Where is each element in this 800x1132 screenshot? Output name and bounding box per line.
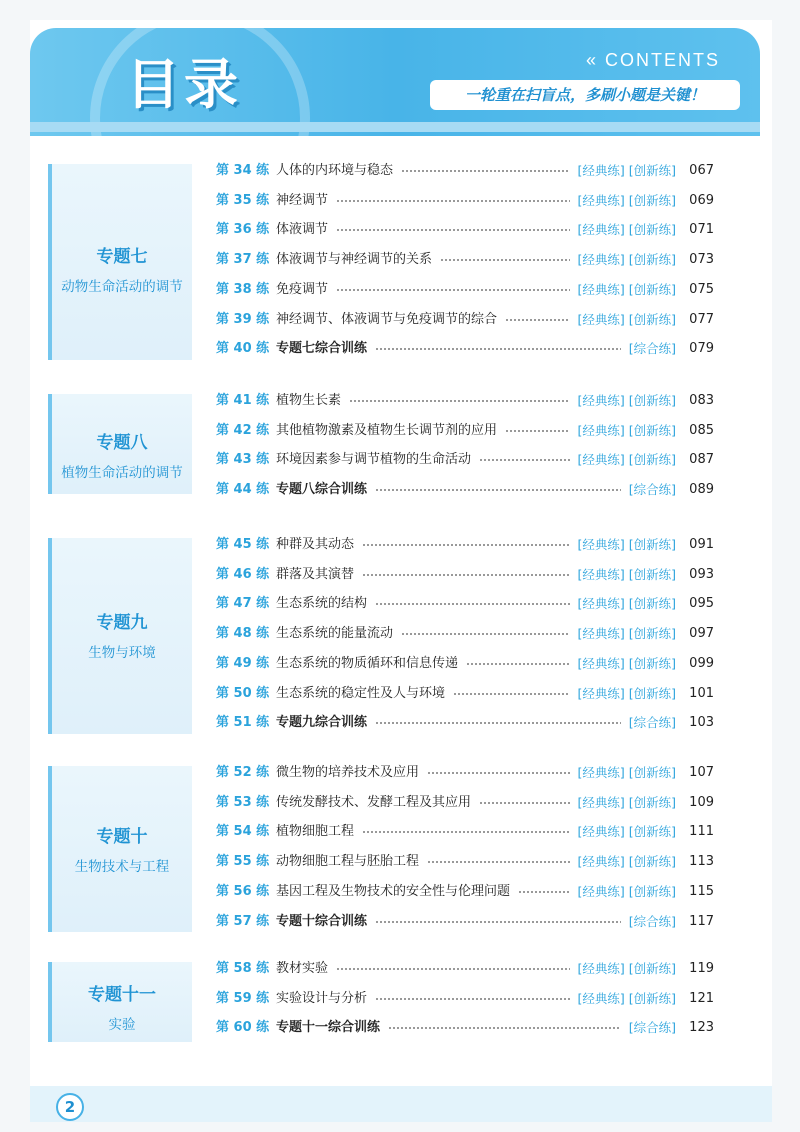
exercise-title: 环境因素参与调节植物的生命活动 [276,452,472,468]
dot-leader [479,459,570,461]
exercise-title: 生态系统的物质循环和信息传递 [276,655,459,671]
exercise-number: 第 54 练 [216,824,270,840]
toc-entry[interactable] [216,390,714,412]
toc-entry[interactable] [216,623,714,645]
exercise-number: 第 53 练 [216,794,270,810]
exercise-tags: [经典练] [创新练] [577,452,676,468]
exercise-number: 第 60 练 [216,1020,270,1036]
toc-entry[interactable] [216,160,714,182]
toc-entry[interactable] [216,911,714,933]
exercise-number: 第 34 练 [216,163,270,178]
exercise-tags: [经典练] [创新练] [577,566,676,582]
page-ref: 083 [689,393,714,408]
exercise-tags: [综合练] [628,913,676,929]
topic-subtitle: 植物生命活动的调节 [61,465,183,481]
topic-panel [48,164,192,360]
page-ref: 093 [689,566,714,582]
dot-leader [349,400,570,402]
toc-entry[interactable] [216,479,714,501]
exercise-number: 第 35 练 [216,192,270,208]
topic-title: 专题十 [96,827,148,847]
dot-leader [375,722,621,724]
toc-entry[interactable] [216,190,714,212]
toc-entry[interactable] [216,653,714,675]
exercise-number: 第 44 练 [216,482,270,498]
page-ref: 079 [689,341,714,357]
dot-leader [518,891,570,893]
topic-subtitle: 生物与环境 [88,645,156,661]
page-ref: 111 [689,824,714,840]
exercise-title: 免疫调节 [276,281,329,297]
exercise-tags: [经典练] [创新练] [577,854,676,870]
dot-leader [505,430,570,432]
exercise-tags: [经典练] [创新练] [577,163,676,178]
exercise-title: 植物细胞工程 [276,824,355,840]
page-ref: 087 [689,452,714,468]
toc-entry[interactable] [216,279,714,301]
toc-entry[interactable] [216,338,714,360]
exercise-title: 人体的内环境与稳态 [276,163,394,178]
exercise-tags: [经典练] [创新练] [577,311,676,327]
exercise-number: 第 55 练 [216,854,270,870]
exercise-title: 专题十一综合训练 [276,1020,381,1036]
exercise-tags: [经典练] [创新练] [577,393,676,408]
exercise-title: 专题八综合训练 [276,482,368,498]
topic-panel [48,962,192,1042]
exercise-number: 第 50 练 [216,685,270,701]
topic-subtitle: 生物技术与工程 [74,859,170,875]
exercise-title: 神经调节、体液调节与免疫调节的综合 [276,311,498,327]
toc-entry[interactable] [216,1017,714,1039]
page-ref: 089 [689,482,714,498]
footer-bar [30,1086,772,1122]
double-chevron-left-icon: « [585,50,598,70]
toc-entry[interactable] [216,564,714,586]
topic-subtitle: 实验 [108,1017,136,1033]
toc-entry[interactable] [216,420,714,442]
dot-leader [453,693,570,695]
toc-entry[interactable] [216,534,714,556]
exercise-number: 第 59 练 [216,990,270,1006]
topic-panel [48,394,192,494]
exercise-number: 第 37 练 [216,252,270,268]
exercise-number: 第 43 练 [216,452,270,468]
exercise-title: 传统发酵技术、发酵工程及其应用 [276,794,472,810]
toc-entry[interactable] [216,593,714,615]
page-ref: 119 [689,961,714,976]
exercise-number: 第 36 练 [216,222,270,238]
exercise-title: 专题七综合训练 [276,341,368,357]
exercise-title: 群落及其演替 [276,566,355,582]
toc-entry[interactable] [216,219,714,241]
toc-entry[interactable] [216,958,714,980]
exercise-title: 微生物的培养技术及应用 [276,765,420,780]
exercise-number: 第 46 练 [216,566,270,582]
exercise-tags: [综合练] [628,1020,676,1036]
topic-title: 专题十一 [88,985,156,1005]
exercise-number: 第 38 练 [216,281,270,297]
exercise-number: 第 41 练 [216,393,270,408]
topic-panel [48,538,192,734]
dot-leader [375,921,621,923]
dot-leader [336,968,570,970]
dot-leader [375,998,570,1000]
exercise-title: 体液调节与神经调节的关系 [276,252,433,268]
exercise-tags: [经典练] [创新练] [577,765,676,780]
exercise-tags: [经典练] [创新练] [577,281,676,297]
exercise-title: 其他植物激素及植物生长调节剂的应用 [276,422,498,438]
exercise-tags: [经典练] [创新练] [577,685,676,701]
toc-entry[interactable] [216,851,714,873]
dot-leader [427,861,570,863]
topic-panel [48,766,192,932]
page-ref: 113 [689,854,714,870]
page-ref: 115 [689,883,714,899]
dot-leader [375,489,621,491]
dot-leader [440,259,570,261]
page-ref: 121 [689,990,714,1006]
contents-label [586,50,720,71]
exercise-title: 神经调节 [276,192,329,208]
exercise-number: 第 39 练 [216,311,270,327]
exercise-tags: [经典练] [创新练] [577,824,676,840]
topic-title: 专题九 [96,613,148,633]
exercise-number: 第 51 练 [216,715,270,731]
page-ref: 097 [689,626,714,642]
page-ref: 099 [689,655,714,671]
page-ref: 107 [689,765,714,780]
page-ref: 075 [689,281,714,297]
exercise-title: 动物细胞工程与胚胎工程 [276,854,420,870]
page-number: 2 [56,1093,84,1121]
exercise-number: 第 48 练 [216,626,270,642]
dot-leader [466,663,570,665]
exercise-tags: [综合练] [628,715,676,731]
exercise-tags: [经典练] [创新练] [577,961,676,976]
toc-entry[interactable] [216,249,714,271]
page-ref: 103 [689,715,714,731]
page-ref: 091 [689,537,714,552]
exercise-number: 第 40 练 [216,341,270,357]
exercise-number: 第 42 练 [216,422,270,438]
toc-entry[interactable] [216,712,714,734]
dot-leader [505,319,570,321]
exercise-tags: [经典练] [创新练] [577,596,676,612]
dot-leader [336,289,570,291]
page-ref: 101 [689,685,714,701]
exercise-tags: [经典练] [创新练] [577,422,676,438]
page-ref: 095 [689,596,714,612]
dot-leader [336,200,570,202]
exercise-title: 生态系统的结构 [276,596,368,612]
exercise-title: 体液调节 [276,222,329,238]
page-ref: 117 [689,913,714,929]
dot-leader [375,348,621,350]
page-ref: 071 [689,222,714,238]
topic-title: 专题八 [96,433,148,453]
dot-leader [427,772,570,774]
exercise-tags: [经典练] [创新练] [577,252,676,268]
toc-entry[interactable] [216,762,714,784]
topic-subtitle: 动物生命活动的调节 [61,279,183,295]
page-ref: 077 [689,311,714,327]
contents-text: CONTENTS [605,50,720,70]
dot-leader [362,574,570,576]
dot-leader [401,170,570,172]
page-title: 目录 [126,53,242,116]
exercise-tags: [经典练] [创新练] [577,990,676,1006]
exercise-tags: [经典练] [创新练] [577,883,676,899]
page-ref: 123 [689,1020,714,1036]
exercise-tags: [经典练] [创新练] [577,655,676,671]
exercise-number: 第 57 练 [216,913,270,929]
exercise-number: 第 47 练 [216,596,270,612]
topic-title: 专题七 [96,247,148,267]
exercise-number: 第 52 练 [216,765,270,780]
dot-leader [479,802,570,804]
exercise-number: 第 56 练 [216,883,270,899]
toc-entry[interactable] [216,821,714,843]
page-ref: 085 [689,422,714,438]
exercise-title: 专题十综合训练 [276,913,368,929]
toc-entry[interactable] [216,449,714,471]
exercise-title: 教材实验 [276,961,329,976]
exercise-number: 第 45 练 [216,537,270,552]
exercise-title: 实验设计与分析 [276,990,368,1006]
header-underline [30,122,760,132]
exercise-tags: [经典练] [创新练] [577,192,676,208]
page-ref: 073 [689,252,714,268]
exercise-title: 生态系统的稳定性及人与环境 [276,685,446,701]
exercise-title: 生态系统的能量流动 [276,626,394,642]
contents-header [30,28,760,136]
page-ref: 109 [689,794,714,810]
dot-leader [388,1027,621,1029]
exercise-tags: [经典练] [创新练] [577,794,676,810]
exercise-title: 基因工程及生物技术的安全性与伦理问题 [276,883,511,899]
slogan-banner: 一轮重在扫盲点，多刷小题是关键！ [430,80,740,110]
exercise-number: 第 58 练 [216,961,270,976]
toc-entry[interactable] [216,881,714,903]
dot-leader [362,831,570,833]
toc-entry[interactable] [216,309,714,331]
toc-entry[interactable] [216,683,714,705]
exercise-tags: [经典练] [创新练] [577,222,676,238]
page-ref: 069 [689,192,714,208]
toc-entry[interactable] [216,792,714,814]
exercise-number: 第 49 练 [216,655,270,671]
toc-entry[interactable] [216,988,714,1010]
exercise-tags: [经典练] [创新练] [577,626,676,642]
exercise-title: 种群及其动态 [276,537,355,552]
exercise-title: 植物生长素 [276,393,342,408]
dot-leader [362,544,570,546]
exercise-tags: [综合练] [628,482,676,498]
dot-leader [401,633,570,635]
exercise-title: 专题九综合训练 [276,715,368,731]
dot-leader [375,603,570,605]
exercise-tags: [综合练] [628,341,676,357]
exercise-tags: [经典练] [创新练] [577,537,676,552]
dot-leader [336,229,570,231]
page-ref: 067 [689,163,714,178]
